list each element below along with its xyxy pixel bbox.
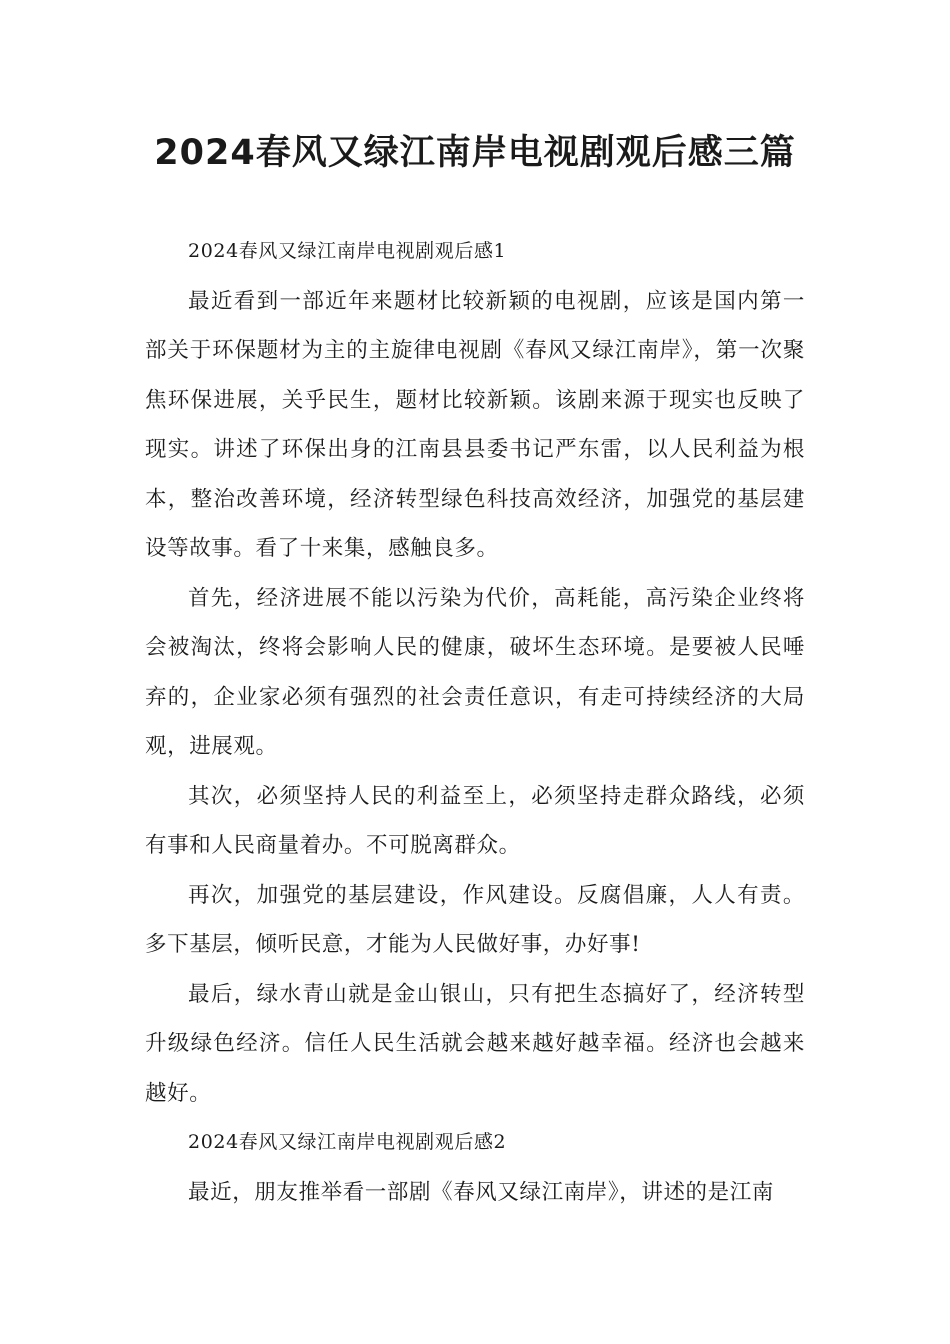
paragraph: 最后，绿水青山就是金山银山，只有把生态搞好了，经济转型升级绿色经济。信任人民生活就会越来越好越幸福。经济也会越来越好。	[145, 981, 805, 1106]
paragraph: 最近，朋友推举看一部剧《春风又绿江南岸》，讲述的是江南	[188, 1179, 774, 1205]
paragraph: 最近看到一部近年来题材比较新颖的电视剧，应该是国内第一部关于环保题材为主的主旋律电视剧《春风又绿江南岸》，第一次聚焦环保进展，关乎民生，题材比较新颖。该剧来源于现实也反映了现实。讲述了环保出身的江南县县委书记严东雷，以人民利益为根本，整治改善环境，经济转型绿色科技高效经济，加强党的基层建设等故事。看了十来集，感触良多。	[145, 288, 805, 561]
paragraph: 其次，必须坚持人民的利益至上，必须坚持走群众路线，必须有事和人民商量着办。不可脱离群众。	[145, 783, 805, 858]
section-heading-1: 2024春风又绿江南岸电视剧观后感1	[188, 240, 507, 262]
document-title: 2024春风又绿江南岸电视剧观后感三篇	[154, 133, 796, 173]
section-heading-2: 2024春风又绿江南岸电视剧观后感2	[188, 1131, 507, 1153]
document-body	[145, 227, 805, 1217]
paragraph: 再次，加强党的基层建设，作风建设。反腐倡廉，人人有责。多下基层，倾听民意，才能为人民做好事，办好事!	[145, 882, 805, 957]
paragraph: 首先，经济进展不能以污染为代价，高耗能，高污染企业终将会被淘汰，终将会影响人民的健康，破坏生态环境。是要被人民唾弃的，企业家必须有强烈的社会责任意识，有走可持续经济的大局观，进展观。	[145, 585, 805, 759]
